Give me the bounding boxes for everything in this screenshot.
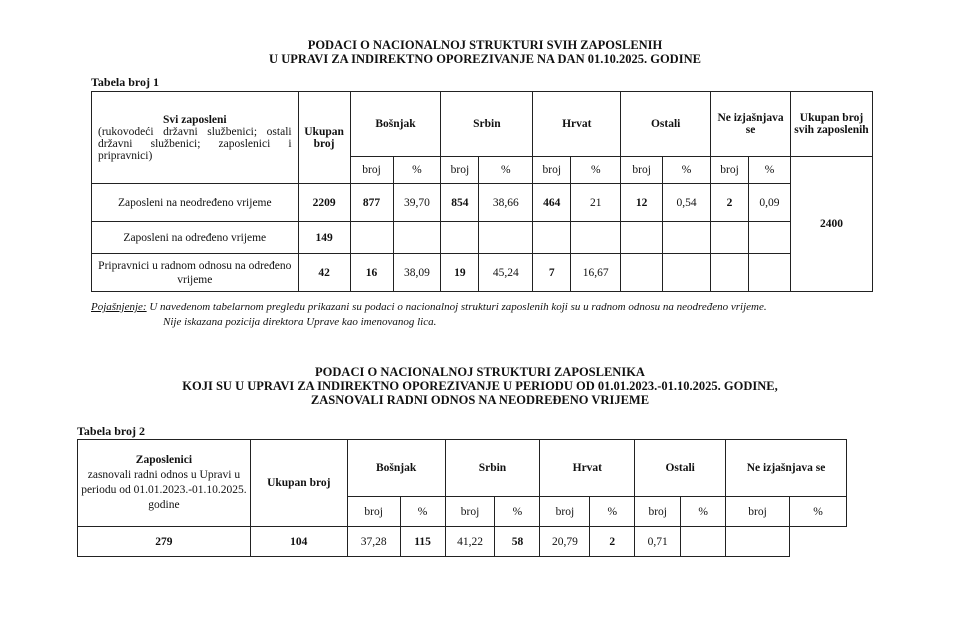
cell-srbin-broj	[441, 222, 479, 254]
sub-pct: %	[393, 157, 441, 184]
sub-broj: broj	[445, 497, 495, 527]
sub-broj: broj	[540, 497, 590, 527]
col1-desc: zasnovali radni odnos u Upravi u periodu od 01.01.2023.-01.10.2025. godine	[81, 469, 247, 511]
table1-title-line1: PODACI O NACIONALNOJ STRUKTURI SVIH ZAPOSLENIH	[307, 38, 663, 52]
sub-broj: broj	[711, 157, 749, 184]
cell-srbin-pct: 45,24	[479, 254, 533, 292]
cell-ne-broj	[711, 222, 749, 254]
col1-header	[78, 440, 251, 527]
table2-title-line1: PODACI O NACIONALNOJ STRUKTURI ZAPOSLENIKA	[315, 365, 645, 379]
cell-bosnjak-pct: 37,28	[347, 527, 400, 557]
col1-desc: (rukovodeći državni službenici; ostali državni službenici; zaposlenici i pripravnici)	[98, 125, 292, 162]
row-label: Pripravnici u radnom odnosu na određeno vrijeme	[92, 254, 299, 292]
cell-ne-pct	[749, 222, 791, 254]
row-label: Zaposleni na određeno vrijeme	[92, 222, 299, 254]
sub-broj: broj	[347, 497, 400, 527]
table2-title-line3: ZASNOVALI RADNI ODNOS NA NEODREĐENO VRIJEME	[310, 393, 650, 407]
sub-pct: %	[571, 157, 621, 184]
sub-broj: broj	[726, 497, 790, 527]
table-row	[92, 184, 873, 222]
ukupan-header: Ukupan broj	[250, 440, 347, 527]
cell-ne-broj: 2	[711, 184, 749, 222]
srbin-header: Srbin	[441, 92, 533, 157]
table2-label: Tabela broj 2	[77, 424, 146, 438]
srbin-header: Srbin	[445, 440, 540, 497]
cell-srbin-broj: 854	[441, 184, 479, 222]
cell-hrvat-broj: 464	[533, 184, 571, 222]
sub-pct: %	[749, 157, 791, 184]
table1-label: Tabela broj 1	[91, 75, 160, 89]
cell-ostali-pct: 0,54	[663, 184, 711, 222]
sub-pct: %	[479, 157, 533, 184]
table1-note	[91, 300, 891, 330]
table1-title-line2: U UPRAVI ZA INDIREKTNO OPOREZIVANJE NA DAN 01.10.2025. GODINE	[269, 52, 701, 66]
total-all-cell: 2400	[790, 157, 872, 292]
hrvat-header: Hrvat	[540, 440, 635, 497]
sub-pct: %	[681, 497, 726, 527]
table2-title-line2: KOJI SU U UPRAVI ZA INDIREKTNO OPOREZIVANJE U PERIODU OD 01.01.2023.-01.10.2025. GODINE,	[182, 379, 778, 393]
cell-ne-pct	[749, 254, 791, 292]
table2-title	[140, 365, 820, 407]
sub-broj: broj	[533, 157, 571, 184]
col1-header	[92, 92, 299, 184]
table1	[91, 91, 873, 292]
col1-title: Svi zaposleni	[163, 113, 227, 126]
cell-ostali-broj: 2	[590, 527, 635, 557]
table2	[77, 439, 847, 557]
sub-broj: broj	[441, 157, 479, 184]
ukupan-header: Ukupan broj	[298, 92, 350, 184]
cell-bosnjak-pct: 39,70	[393, 184, 441, 222]
note-line2: Nije iskazana pozicija direktora Uprave kao imenovanog lica.	[163, 316, 437, 328]
cell-bosnjak-pct: 38,09	[393, 254, 441, 292]
cell-ukupan: 149	[298, 222, 350, 254]
cell-bosnjak-pct	[393, 222, 441, 254]
sub-broj: broj	[635, 497, 681, 527]
cell-bosnjak-broj	[350, 222, 393, 254]
cell-hrvat-pct	[571, 222, 621, 254]
bosnjak-header: Bošnjak	[347, 440, 445, 497]
row-label: Zaposleni na neodređeno vrijeme	[92, 184, 299, 222]
sub-pct: %	[590, 497, 635, 527]
cell-bosnjak-broj: 104	[250, 527, 347, 557]
cell-bosnjak-broj: 877	[350, 184, 393, 222]
cell-ne-pct: 0,09	[749, 184, 791, 222]
sub-broj: broj	[621, 157, 663, 184]
sub-pct: %	[663, 157, 711, 184]
cell-srbin-broj: 19	[441, 254, 479, 292]
ostali-header: Ostali	[635, 440, 726, 497]
cell-hrvat-pct: 16,67	[571, 254, 621, 292]
cell-ukupan: 42	[298, 254, 350, 292]
cell-ostali-broj	[621, 222, 663, 254]
ukupan-svih-header: Ukupan broj svih zaposlenih	[790, 92, 872, 157]
cell-ostali-broj: 12	[621, 184, 663, 222]
cell-srbin-broj: 115	[400, 527, 445, 557]
cell-hrvat-broj: 7	[533, 254, 571, 292]
sub-pct: %	[495, 497, 540, 527]
cell-ukupan: 279	[78, 527, 251, 557]
bosnjak-header: Bošnjak	[350, 92, 441, 157]
cell-ostali-broj	[621, 254, 663, 292]
ostali-header: Ostali	[621, 92, 711, 157]
cell-srbin-pct	[479, 222, 533, 254]
ne-izjasnjava-header: Ne izjašnjava se	[711, 92, 791, 157]
cell-hrvat-pct: 20,79	[540, 527, 590, 557]
col1-title: Zaposlenici	[135, 454, 193, 466]
ne-izjasnjava-header: Ne izjašnjava se	[726, 440, 847, 497]
cell-ne-broj	[711, 254, 749, 292]
cell-hrvat-broj: 58	[495, 527, 540, 557]
cell-hrvat-pct: 21	[571, 184, 621, 222]
cell-hrvat-broj	[533, 222, 571, 254]
cell-ukupan: 2209	[298, 184, 350, 222]
hrvat-header: Hrvat	[533, 92, 621, 157]
cell-bosnjak-broj: 16	[350, 254, 393, 292]
sub-pct: %	[790, 497, 847, 527]
table-row	[92, 222, 873, 254]
cell-srbin-pct: 41,22	[445, 527, 495, 557]
table1-title	[200, 38, 770, 66]
sub-broj: broj	[350, 157, 393, 184]
cell-ne-broj	[681, 527, 726, 557]
cell-ostali-pct	[663, 222, 711, 254]
table-row	[92, 254, 873, 292]
sub-pct: %	[400, 497, 445, 527]
note-label: Pojašnjenje:	[91, 301, 147, 313]
cell-srbin-pct: 38,66	[479, 184, 533, 222]
cell-ne-pct	[726, 527, 790, 557]
note-line1: U navedenom tabelarnom pregledu prikazani su podaci o nacionalnoj strukturi zaposlenih koji su u radnom odnosu na neodređeno vrijeme.	[149, 301, 767, 313]
table-row	[78, 527, 847, 557]
cell-ostali-pct	[663, 254, 711, 292]
cell-ostali-pct: 0,71	[635, 527, 681, 557]
